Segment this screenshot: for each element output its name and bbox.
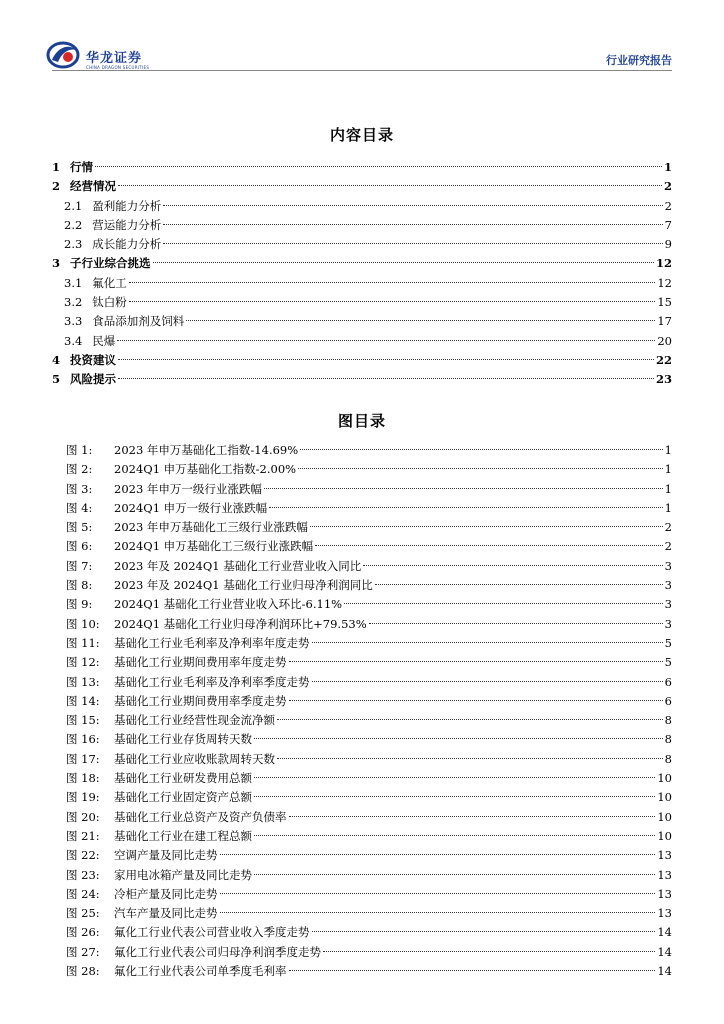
dot-leader <box>298 468 663 469</box>
dragon-logo-icon <box>46 40 82 70</box>
figure-entry[interactable] <box>52 615 672 634</box>
dot-leader <box>312 931 656 932</box>
toc-entry-page: 2 <box>663 179 672 194</box>
figure-entry[interactable] <box>52 537 672 556</box>
logo-english-name: CHINA DRAGON SECURITIES <box>86 65 150 70</box>
figure-entry-number: 图 27: <box>66 944 100 959</box>
figure-entry-page: 3 <box>664 578 672 593</box>
toc-entry-page: 22 <box>655 352 672 367</box>
figure-entry-page: 6 <box>664 693 672 708</box>
figure-entry-number: 图 24: <box>66 886 100 901</box>
figure-entry-number: 图 9: <box>66 597 93 612</box>
report-type: 行业研究报告 <box>606 54 672 67</box>
figure-entry-page: 10 <box>657 828 672 843</box>
toc-entry-number: 2.3 <box>64 237 83 252</box>
figure-entry[interactable] <box>52 730 672 749</box>
figure-entry-label: 基础化工行业总资产及资产负债率 <box>114 809 287 824</box>
figure-entry-number: 图 3: <box>66 481 93 496</box>
figure-entry-page: 5 <box>664 635 672 650</box>
figure-entry-label: 冷柜产量及同比走势 <box>114 886 218 901</box>
figure-entry-number: 图 17: <box>66 751 100 766</box>
toc-entry-label: 经营情况 <box>70 179 117 194</box>
toc-entry-label: 投资建议 <box>70 352 117 367</box>
figure-entry[interactable] <box>52 441 672 460</box>
toc-entry[interactable] <box>52 370 672 389</box>
toc-entry[interactable] <box>52 197 672 216</box>
figure-entry[interactable] <box>52 692 672 711</box>
toc-entry-number: 3.1 <box>64 275 83 290</box>
figure-entry-label: 基础化工行业固定资产总额 <box>114 790 252 805</box>
figure-entry-page: 10 <box>657 771 672 786</box>
figure-entry-number: 图 22: <box>66 848 100 863</box>
figure-entry-page: 13 <box>657 886 672 901</box>
figure-entry-label: 基础化工行业在建工程总额 <box>114 828 252 843</box>
toc-entry-number: 3.3 <box>64 314 83 329</box>
dot-leader <box>186 320 655 321</box>
toc-entry-page: 17 <box>657 314 672 329</box>
dot-leader <box>323 951 655 952</box>
figure-entry-page: 1 <box>664 462 672 477</box>
dot-leader <box>95 166 662 167</box>
figure-entry-label: 基础化工行业存货周转天数 <box>114 732 252 747</box>
figure-entry-label: 汽车产量及同比走势 <box>114 906 218 921</box>
figure-entry-page: 13 <box>657 906 672 921</box>
figure-entry-label: 2024Q1 基础化工行业营业收入环比-6.11% <box>114 597 343 612</box>
figure-entry-label: 2024Q1 申万基础化工指数-2.00% <box>114 462 297 477</box>
dot-leader <box>289 700 663 701</box>
toc-entry-page: 1 <box>663 160 672 174</box>
dot-leader <box>254 796 655 797</box>
figure-entry-label: 2023 年及 2024Q1 基础化工行业归母净利润同比 <box>114 578 373 593</box>
figure-entry-label: 基础化工行业经营性现金流净额 <box>114 713 275 728</box>
toc-entry-label: 氟化工 <box>92 275 127 290</box>
toc-entry-label: 风险提示 <box>70 372 117 387</box>
figure-entry[interactable] <box>52 827 672 846</box>
dot-leader <box>163 243 662 244</box>
dot-leader <box>315 545 663 546</box>
figure-entry-page: 13 <box>657 867 672 882</box>
toc-entry-label: 盈利能力分析 <box>92 198 162 213</box>
figure-entry-number: 图 11: <box>66 635 100 650</box>
company-logo <box>46 40 156 74</box>
toc-entry-page: 12 <box>655 256 672 271</box>
dot-leader <box>118 378 654 379</box>
figure-entry-label: 2024Q1 申万基础化工三级行业涨跌幅 <box>114 539 314 554</box>
figure-entry-label: 2023 年申万一级行业涨跌幅 <box>114 481 262 496</box>
dot-leader <box>344 603 663 604</box>
toc-title: 内容目录 <box>329 126 394 144</box>
figure-entry-label: 氟化工行业代表公司归母净利润季度走势 <box>114 944 321 959</box>
toc-entry-label: 子行业综合挑选 <box>70 256 151 271</box>
toc-entry-page: 15 <box>657 295 672 310</box>
dot-leader <box>289 816 656 817</box>
dot-leader <box>153 262 654 263</box>
figure-entry-page: 3 <box>664 616 672 631</box>
figure-entry[interactable] <box>52 460 672 479</box>
toc-entry-number: 5 <box>52 372 61 387</box>
figure-entry-number: 图 25: <box>66 906 100 921</box>
figure-entry[interactable] <box>52 557 672 576</box>
figure-entry[interactable] <box>52 962 672 981</box>
dot-leader <box>312 642 663 643</box>
dot-leader <box>129 282 656 283</box>
figure-entry[interactable] <box>52 788 672 807</box>
figure-entry[interactable] <box>52 518 672 537</box>
toc-entry-label: 食品添加剂及饲料 <box>92 314 185 329</box>
dot-leader <box>220 893 656 894</box>
figure-entry-label: 基础化工行业研发费用总额 <box>114 771 252 786</box>
figure-entry-label: 氟化工行业代表公司单季度毛利率 <box>114 964 287 979</box>
dot-leader <box>220 854 656 855</box>
figure-entry-page: 13 <box>657 848 672 863</box>
dot-leader <box>264 488 663 489</box>
figure-entry-number: 图 2: <box>66 462 93 477</box>
figure-entry-label: 基础化工行业应收账款周转天数 <box>114 751 275 766</box>
figure-entry-number: 图 19: <box>66 790 100 805</box>
figure-entry[interactable] <box>52 673 672 692</box>
toc-entry-label: 成长能力分析 <box>92 237 162 252</box>
figure-entry-number: 图 16: <box>66 732 100 747</box>
figure-entry-number: 图 7: <box>66 558 93 573</box>
toc-entry-number: 3 <box>52 256 61 271</box>
dot-leader <box>163 224 662 225</box>
figure-entry[interactable] <box>52 808 672 827</box>
toc-entry[interactable] <box>52 293 672 312</box>
figure-entry[interactable] <box>52 923 672 942</box>
figure-entry[interactable] <box>52 846 672 865</box>
toc-entry-label: 钛白粉 <box>92 295 127 310</box>
toc-entry-label: 营运能力分析 <box>92 217 162 232</box>
dot-leader <box>289 661 663 662</box>
figure-entry-number: 图 23: <box>66 867 100 882</box>
figure-entry-number: 图 26: <box>66 925 100 940</box>
figure-entry-page: 1 <box>664 443 672 457</box>
figure-entry-page: 10 <box>657 809 672 824</box>
figure-entry[interactable] <box>52 904 672 923</box>
toc-entry-number: 2.1 <box>64 198 83 213</box>
figure-entry-number: 图 12: <box>66 655 100 670</box>
dot-leader <box>310 526 663 527</box>
figure-entry-number: 图 20: <box>66 809 100 824</box>
dot-leader <box>363 565 662 566</box>
toc-entry[interactable] <box>52 274 672 293</box>
figure-entry-number: 图 15: <box>66 713 100 728</box>
header-divider <box>52 70 672 71</box>
figure-entry-number: 图 21: <box>66 828 100 843</box>
dot-leader <box>300 449 663 450</box>
figure-entry-label: 家用电冰箱产量及同比走势 <box>114 867 252 882</box>
toc-entry[interactable] <box>52 216 672 235</box>
toc-entry-number: 1 <box>52 160 61 174</box>
dot-leader <box>129 301 656 302</box>
toc-entry[interactable] <box>52 254 672 273</box>
dot-leader <box>254 738 663 739</box>
figure-entry-page: 3 <box>664 558 672 573</box>
figure-entry-number: 图 18: <box>66 771 100 786</box>
figure-entry-number: 图 4: <box>66 500 93 515</box>
figure-entry-number: 图 1: <box>66 443 93 457</box>
toc-entry-page: 7 <box>664 217 672 232</box>
toc-entry[interactable] <box>52 351 672 370</box>
figure-list <box>52 441 672 981</box>
figure-entry-page: 2 <box>664 539 672 554</box>
figure-entry[interactable] <box>52 866 672 885</box>
dot-leader <box>269 507 663 508</box>
figure-entry-label: 氟化工行业代表公司营业收入季度走势 <box>114 925 310 940</box>
figure-entry-label: 基础化工行业期间费用率年度走势 <box>114 655 287 670</box>
figure-entry-label: 2023 年申万基础化工三级行业涨跌幅 <box>114 520 308 535</box>
figure-entry[interactable] <box>52 750 672 769</box>
figure-entry-number: 图 5: <box>66 520 93 535</box>
toc-entry[interactable] <box>52 235 672 254</box>
figure-entry[interactable] <box>52 480 672 499</box>
dot-leader <box>254 874 655 875</box>
figure-entry[interactable] <box>52 595 672 614</box>
dot-leader <box>117 340 655 341</box>
dot-leader <box>277 758 663 759</box>
figure-entry-page: 8 <box>664 732 672 747</box>
toc-entry-page: 9 <box>664 237 672 252</box>
figure-entry-page: 10 <box>657 790 672 805</box>
toc-entry[interactable] <box>52 158 672 177</box>
figure-entry[interactable] <box>52 885 672 904</box>
toc-entry[interactable] <box>52 332 672 351</box>
dot-leader <box>118 185 662 186</box>
figure-entry-label: 基础化工行业毛利率及净利率年度走势 <box>114 635 310 650</box>
figure-entry-page: 14 <box>657 944 672 959</box>
figure-entry-number: 图 13: <box>66 674 100 689</box>
dot-leader <box>369 623 663 624</box>
figure-entry-page: 14 <box>657 964 672 979</box>
figure-entry[interactable] <box>52 634 672 653</box>
dot-leader <box>163 205 662 206</box>
figure-entry-label: 2023 年及 2024Q1 基础化工行业营业收入同比 <box>114 558 362 573</box>
figure-entry-number: 图 10: <box>66 616 100 631</box>
toc-entry-number: 2.2 <box>64 217 83 232</box>
figure-entry-page: 14 <box>657 925 672 940</box>
figure-entry-number: 图 28: <box>66 964 100 979</box>
page-header <box>0 0 724 74</box>
toc-entry[interactable] <box>52 312 672 331</box>
figure-entry-page: 8 <box>664 751 672 766</box>
figure-entry-number: 图 6: <box>66 539 93 554</box>
logo-name: 华龙证券 <box>86 51 143 66</box>
toc-entry-page: 23 <box>655 372 672 387</box>
toc-entry-page: 2 <box>664 198 672 213</box>
dot-leader <box>118 359 654 360</box>
dot-leader <box>220 912 656 913</box>
toc-entry-number: 3.4 <box>64 333 83 348</box>
figure-entry-number: 图 14: <box>66 693 100 708</box>
figure-entry-page: 1 <box>664 481 672 496</box>
toc-entry-number: 2 <box>52 179 61 194</box>
figure-entry-number: 图 8: <box>66 578 93 593</box>
figure-entry-label: 空调产量及同比走势 <box>114 848 218 863</box>
dot-leader <box>254 835 655 836</box>
toc-entry-label: 行情 <box>70 160 94 174</box>
figure-entry-page: 6 <box>664 674 672 689</box>
toc-entry-label: 民爆 <box>92 333 116 348</box>
figure-entry-page: 1 <box>664 500 672 515</box>
figure-entry[interactable] <box>52 943 672 962</box>
toc-entry-page: 20 <box>657 333 672 348</box>
figure-entry-page: 3 <box>664 597 672 612</box>
dot-leader <box>254 777 655 778</box>
figure-entry-label: 2023 年申万基础化工指数-14.69% <box>114 443 299 457</box>
figure-entry[interactable] <box>52 576 672 595</box>
figure-entry[interactable] <box>52 711 672 730</box>
dot-leader <box>375 584 663 585</box>
figure-entry-page: 5 <box>664 655 672 670</box>
toc-entry-number: 4 <box>52 352 61 367</box>
figure-entry-label: 2024Q1 申万一级行业涨跌幅 <box>114 500 268 515</box>
toc-entry[interactable] <box>52 177 672 196</box>
figure-entry[interactable] <box>52 769 672 788</box>
dot-leader <box>289 970 656 971</box>
figure-entry-label: 2024Q1 基础化工行业归母净利润环比+79.53% <box>114 616 367 631</box>
figure-entry[interactable] <box>52 499 672 518</box>
dot-leader <box>277 719 663 720</box>
figure-entry-page: 8 <box>664 713 672 728</box>
figure-entry[interactable] <box>52 653 672 672</box>
figure-entry-page: 2 <box>664 520 672 535</box>
toc-entry-page: 12 <box>657 275 672 290</box>
figure-entry-label: 基础化工行业期间费用率季度走势 <box>114 693 287 708</box>
dot-leader <box>312 681 663 682</box>
figure-entry-label: 基础化工行业毛利率及净利率季度走势 <box>114 674 310 689</box>
figure-list-title: 图目录 <box>337 412 386 430</box>
toc-list <box>52 158 672 390</box>
toc-entry-number: 3.2 <box>64 295 83 310</box>
